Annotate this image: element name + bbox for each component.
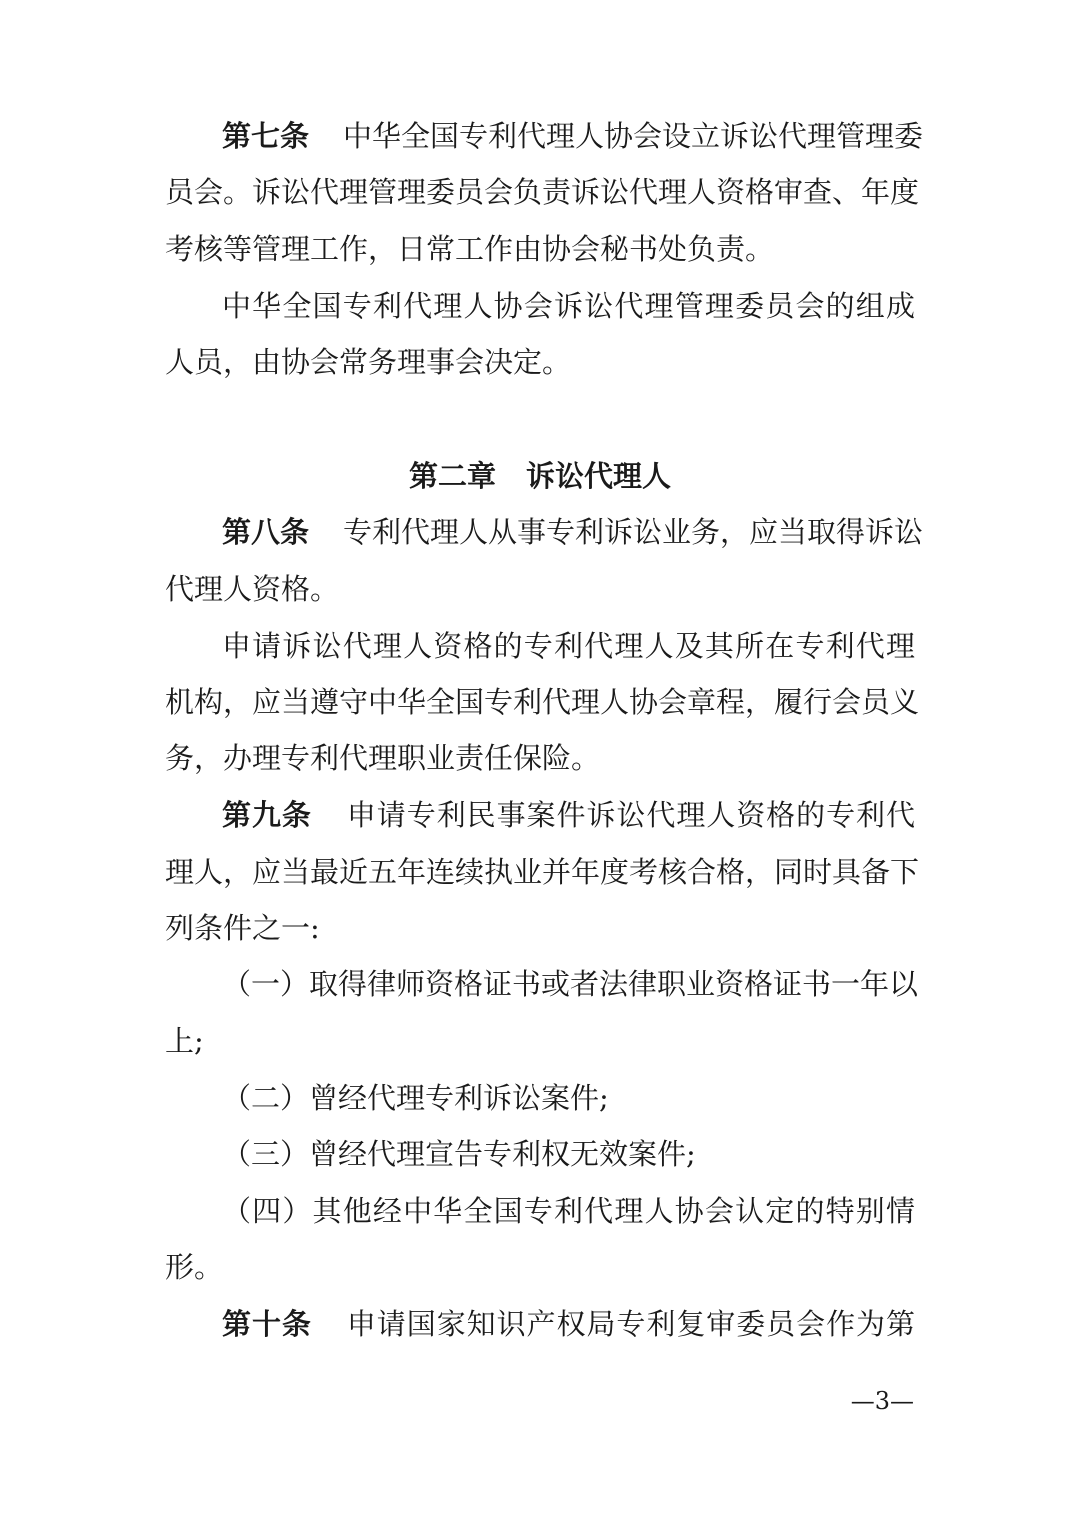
article-9-line-1: 申请专利民事案件诉讼代理人资格的专利代 — [345, 798, 915, 832]
article-7-first-line — [222, 116, 924, 156]
article-7-line-2: 员会。诉讼代理管理委员会负责诉讼代理人资格审查、年度 — [165, 175, 920, 209]
article-8-first-line — [222, 512, 924, 552]
article-9-line-3: 列条件之一: — [165, 911, 320, 945]
article-9-item-4-line-2: 形。 — [165, 1250, 224, 1284]
article-8-heading: 第八条 — [222, 515, 310, 549]
article-10-line-1: 申请国家知识产权局专利复审委员会作为第 — [345, 1307, 915, 1341]
chapter-title: 诉讼代理人 — [526, 459, 672, 493]
article-9-line-2: 理人，应当最近五年连续执业并年度考核合格，同时具备下 — [165, 855, 920, 889]
page-number: —3— — [850, 1387, 914, 1415]
article-9-item-4-line-1: （四）其他经中华全国专利代理人协会认定的特别情 — [222, 1194, 915, 1228]
article-7-heading: 第七条 — [222, 119, 310, 153]
article-9-item-3: （三）曾经代理宣告专利权无效案件; — [222, 1137, 696, 1171]
article-9-item-1-line-1: （一）取得律师资格证书或者法律职业资格证书一年以 — [222, 967, 919, 1001]
article-9-item-2: （二）曾经代理专利诉讼案件; — [222, 1081, 609, 1115]
article-7-line-3: 考核等管理工作，日常工作由协会秘书处负责。 — [165, 232, 775, 266]
article-8-paragraph-2-line-1: 申请诉讼代理人资格的专利代理人及其所在专利代理 — [222, 629, 915, 663]
article-10-first-line — [222, 1304, 915, 1344]
article-9-first-line — [222, 795, 915, 835]
chapter-heading — [0, 456, 1080, 496]
chapter-number: 第二章 — [408, 459, 496, 493]
article-7-line-1: 中华全国专利代理人协会设立诉讼代理管理委 — [343, 119, 924, 153]
article-8-paragraph-2-line-3: 务，办理专利代理职业责任保险。 — [165, 741, 601, 775]
article-7-paragraph-2-line-1: 中华全国专利代理人协会诉讼代理管理委员会的组成 — [222, 289, 915, 323]
article-8-line-2: 代理人资格。 — [165, 572, 340, 606]
article-9-item-1-line-2: 上; — [165, 1024, 204, 1058]
article-7-paragraph-2-line-2: 人员，由协会常务理事会决定。 — [165, 345, 572, 379]
article-8-line-1: 专利代理人从事专利诉讼业务，应当取得诉讼 — [343, 515, 924, 549]
article-10-heading: 第十条 — [222, 1307, 312, 1341]
article-8-paragraph-2-line-2: 机构，应当遵守中华全国专利代理人协会章程，履行会员义 — [165, 685, 920, 719]
article-9-heading: 第九条 — [222, 798, 312, 832]
